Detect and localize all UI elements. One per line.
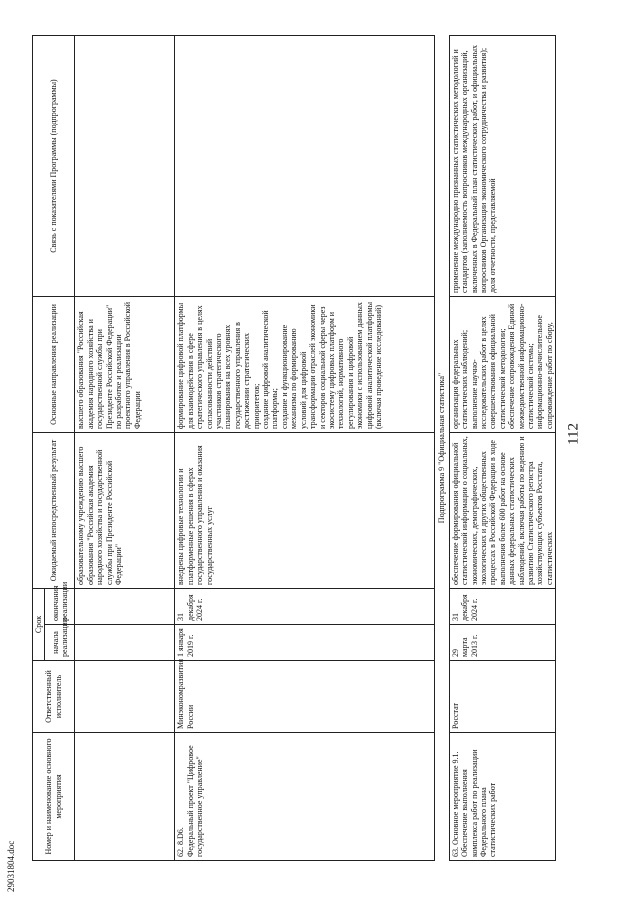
header-term: Срок [33,588,45,660]
header-result: Ожидаемый непосредственный результат [33,432,75,588]
document-id: 29031804.doc [6,840,16,892]
cell-start [75,625,175,661]
cell-start: 1 января 2019 г. [175,625,435,661]
cell-link [175,35,435,296]
subprogram-heading: Подпрограмма 9 "Официальная статистика" [435,35,449,860]
subprogram-row [435,35,449,860]
cell-directions: высшего образования "Российская академия народного хозяйства и государственной службы при Президенте Российской Федерации" по разработке и реализации проектного управления в Российской Федерации [75,296,175,432]
cell-executor [75,661,175,733]
cell-directions: организация федеральных статистических наблюдений; выполнение научно-исследовательских работ в целях совершенствования официальной статистической методологии; обеспечение сопровождения Единой межведомственной информационно-статистической системы; информационно-вычислительное сопровождение работ по сбору, [449,296,555,432]
rotated-table-stage [32,36,597,861]
cell-number: 63. Основное мероприятие 9.1. Обеспечение выполнения комплекса работ по реализации Федерального плана статистических работ [449,733,555,861]
cell-end [75,588,175,624]
cell-result: внедрены цифровые технологии и платформенные решения в сферах государственного управления и оказания государственных услуг [175,432,435,588]
cell-number [75,733,175,861]
header-start: начала реализации [45,625,75,661]
cell-result: обеспечение формирования официальной статистической информации о социальных, экономических, демографических, экологических и других общественных процессах в Российской Федерации в ходе выполнения более 600 работ на основе данных федеральных статистических наблюдений, включая работы по ведению и развитию Статистического регистра хозяйствующих субъектов Росстата, статистических [449,432,555,588]
cell-end: 31 декабря 2024 г. [175,588,435,624]
cell-result: образовательному учреждению высшего образования "Российская академия народного хозяйства и государственной службы при Президенте Российской Федерации" [75,432,175,588]
table-row [75,35,175,860]
cell-start: 29 марта 2013 г. [449,625,555,661]
cell-link: применение международно признанных статистических методологий и стандартов (заполняемость вопросников международных организаций, включенных в Федеральный план статистических работ, и официальных вопросников Организации экономического сотрудничества и развития); доля отчетности, представляемой [449,35,555,296]
header-link: Связь с показателями Программы (подпрограммы) [33,35,75,296]
header-directions: Основные направления реализации [33,296,75,432]
cell-directions: формирование цифровой платформы для взаимодействия в сфере стратегического управления в целях согласованности действий участников стратегического планирования на всех уровнях государственного управления в достижении стратегических приоритетов; создание цифровой аналитической платформы; создание и функционирование механизма по формированию условий для цифровой трансформации отраслей экономики и секторов социальной сферы через экосистему цифровых платформ и технологий, нормативного регулирования и цифровой экономики с использованием данных цифровой аналитической платформы (включая проведение исследований) [175,296,435,432]
cell-executor: Росстат [449,661,555,733]
table-row [449,35,555,860]
header-end: окончания реализации [45,588,75,624]
cell-end: 31 декабря 2024 г. [449,588,555,624]
page-number: 112 [565,423,582,445]
measures-table [32,35,556,861]
header-executor: Ответственный исполнитель [33,661,75,733]
header-number: Номер и наименование основного мероприятия [33,733,75,861]
cell-executor: Минэкономразвития России [175,661,435,733]
cell-number: 62. 8.D6. Федеральный проект "Цифровое государственное управление" [175,733,435,861]
cell-link [75,35,175,296]
table-row [175,35,435,860]
